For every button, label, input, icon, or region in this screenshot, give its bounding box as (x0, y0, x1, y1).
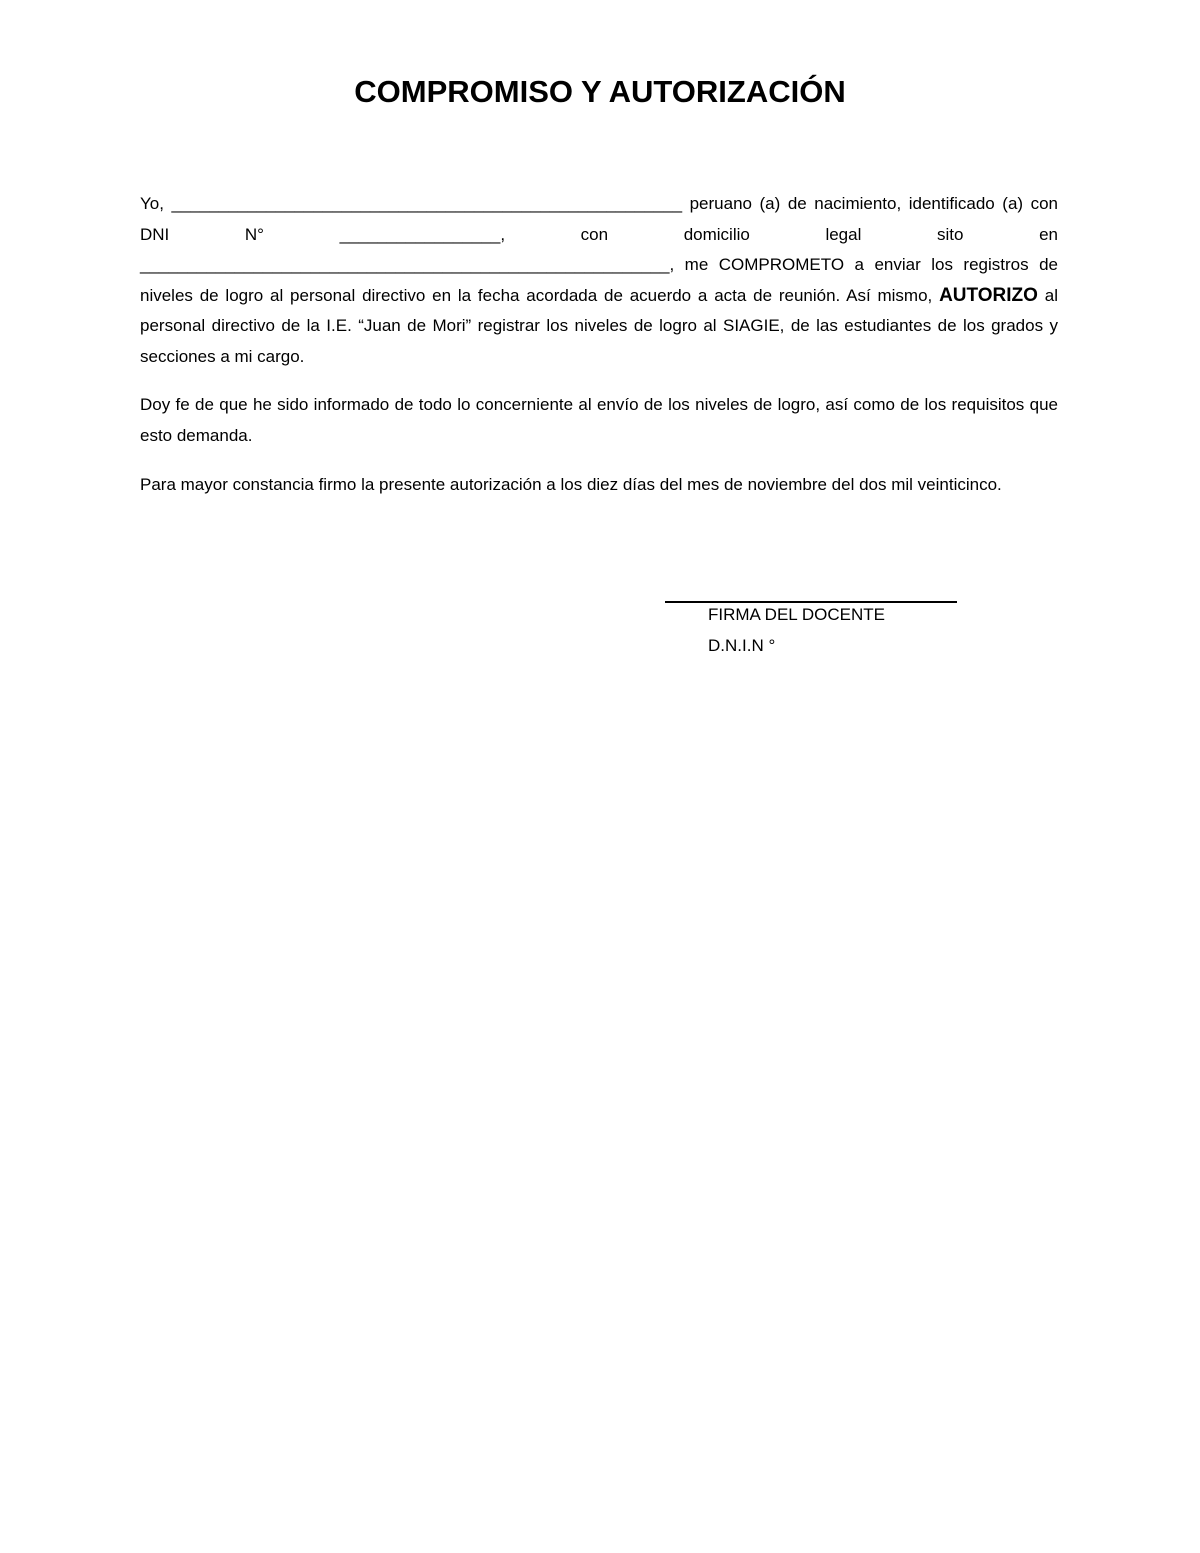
name-blank-field: ______________________________________________________ (171, 194, 683, 213)
commitment-paragraph (140, 189, 1058, 372)
authorize-keyword: AUTORIZO (939, 284, 1038, 306)
paragraph-text: Yo, (140, 194, 172, 213)
closing-paragraph: Para mayor constancia firmo la presente autorización a los diez días del mes de noviembre del dos mil veinticinco. (140, 475, 1002, 494)
document-title: COMPROMISO Y AUTORIZACIÓN (354, 74, 846, 109)
paragraph-text: , me COMPROMETO a enviar los registros de niveles de logro al personal directivo en la fecha acordada de acuerdo a acta de reunión. Así mismo, (140, 255, 1058, 305)
address-blank-field: ________________________________________________________ (140, 255, 670, 274)
signature-dni-label: D.N.I.N ° (708, 636, 776, 655)
dni-blank-field: _________________ (339, 224, 501, 244)
paragraph-text: peruano (a) de nacimiento, identificado (a) con DNI N° (140, 194, 1058, 244)
paragraph-text: al personal directivo de la I.E. “Juan de Mori” registrar los niveles de logro al SIAGIE, de las estudiantes de los grados y secciones a mi cargo. (140, 285, 1058, 366)
paragraph-text: , con domicilio legal sito en (500, 224, 1058, 244)
signature-label: FIRMA DEL DOCENTE (708, 605, 885, 624)
acknowledgement-paragraph: Doy fe de que he sido informado de todo lo concerniente al envío de los niveles de logro, así como de los requisitos que esto demanda. (140, 395, 1058, 445)
